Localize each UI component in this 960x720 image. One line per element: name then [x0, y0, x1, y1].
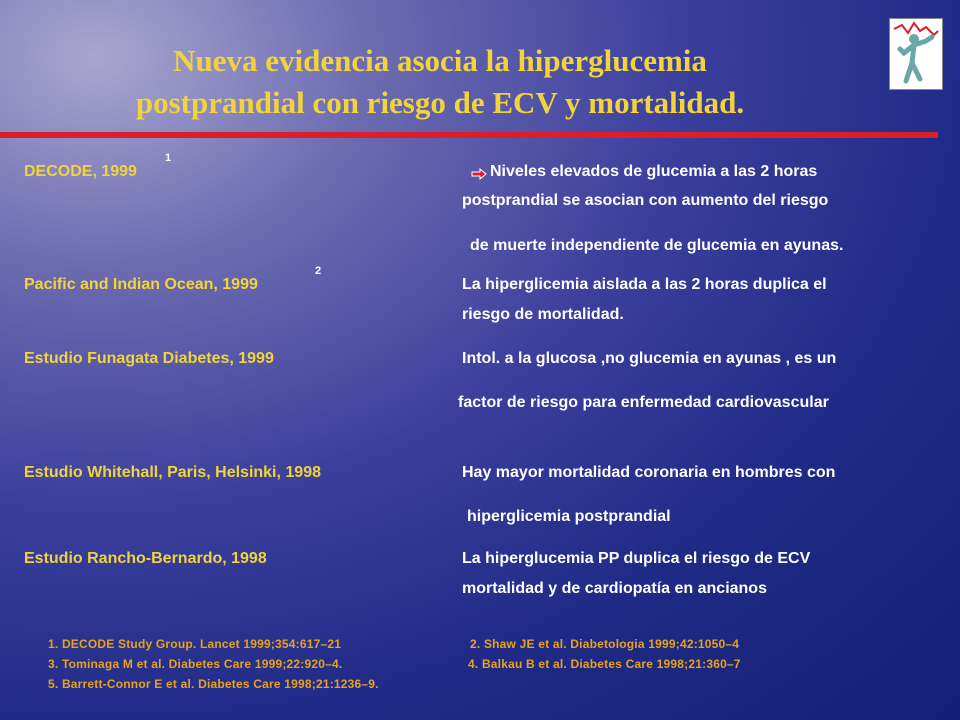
title-line-1: Nueva evidencia asocia la hiperglucemia: [173, 43, 707, 78]
title-divider: [0, 132, 938, 138]
study-name-rancho-bernardo: Estudio Rancho-Bernardo, 1998: [24, 550, 267, 567]
study-name-whitehall: Estudio Whitehall, Paris, Helsinki, 1998: [24, 464, 321, 481]
finding-line: hiperglicemia postprandial: [467, 508, 671, 525]
reference-item: 4. Balkau B et al. Diabetes Care 1998;21:360–7: [468, 657, 741, 671]
finding-line: La hiperglicemia aislada a las 2 horas duplica el: [462, 276, 827, 293]
reference-item: 3. Tominaga M et al. Diabetes Care 1999;22:920–4.: [48, 657, 343, 671]
finding-line: Niveles elevados de glucemia a las 2 horas: [490, 163, 818, 180]
finding-line: La hiperglucemia PP duplica el riesgo de ECV: [462, 550, 811, 567]
finding-line: riesgo de mortalidad.: [462, 306, 624, 323]
reference-item: 1. DECODE Study Group. Lancet 1999;354:617–21: [48, 637, 342, 651]
study-superscript: 1: [165, 152, 172, 164]
arrow-right-icon: [471, 168, 487, 180]
study-name-decode: DECODE, 1999: [24, 163, 137, 180]
reference-item: 5. Barrett-Connor E et al. Diabetes Care 1998;21:1236–9.: [48, 677, 379, 691]
reference-item: 2. Shaw JE et al. Diabetologia 1999;42:1050–4: [470, 637, 740, 651]
slide-title: [0, 40, 880, 124]
finding-line: Hay mayor mortalidad coronaria en hombres con: [462, 464, 836, 481]
human-figure-chart-logo-icon: [889, 18, 943, 90]
finding-line: factor de riesgo para enfermedad cardiovascular: [458, 394, 829, 411]
study-name-pacific: Pacific and Indian Ocean, 1999: [24, 276, 258, 293]
finding-line: postprandial se asocian con aumento del riesgo: [462, 192, 829, 209]
finding-line: mortalidad y de cardiopatía en ancianos: [462, 580, 767, 597]
title-line-2: postprandial con riesgo de ECV y mortalidad.: [135, 85, 745, 120]
finding-line: Intol. a la glucosa ,no glucemia en ayunas , es un: [462, 350, 837, 367]
study-superscript: 2: [315, 265, 322, 277]
finding-line: de muerte independiente de glucemia en ayunas.: [470, 237, 844, 254]
study-name-funagata: Estudio Funagata Diabetes, 1999: [24, 350, 274, 367]
